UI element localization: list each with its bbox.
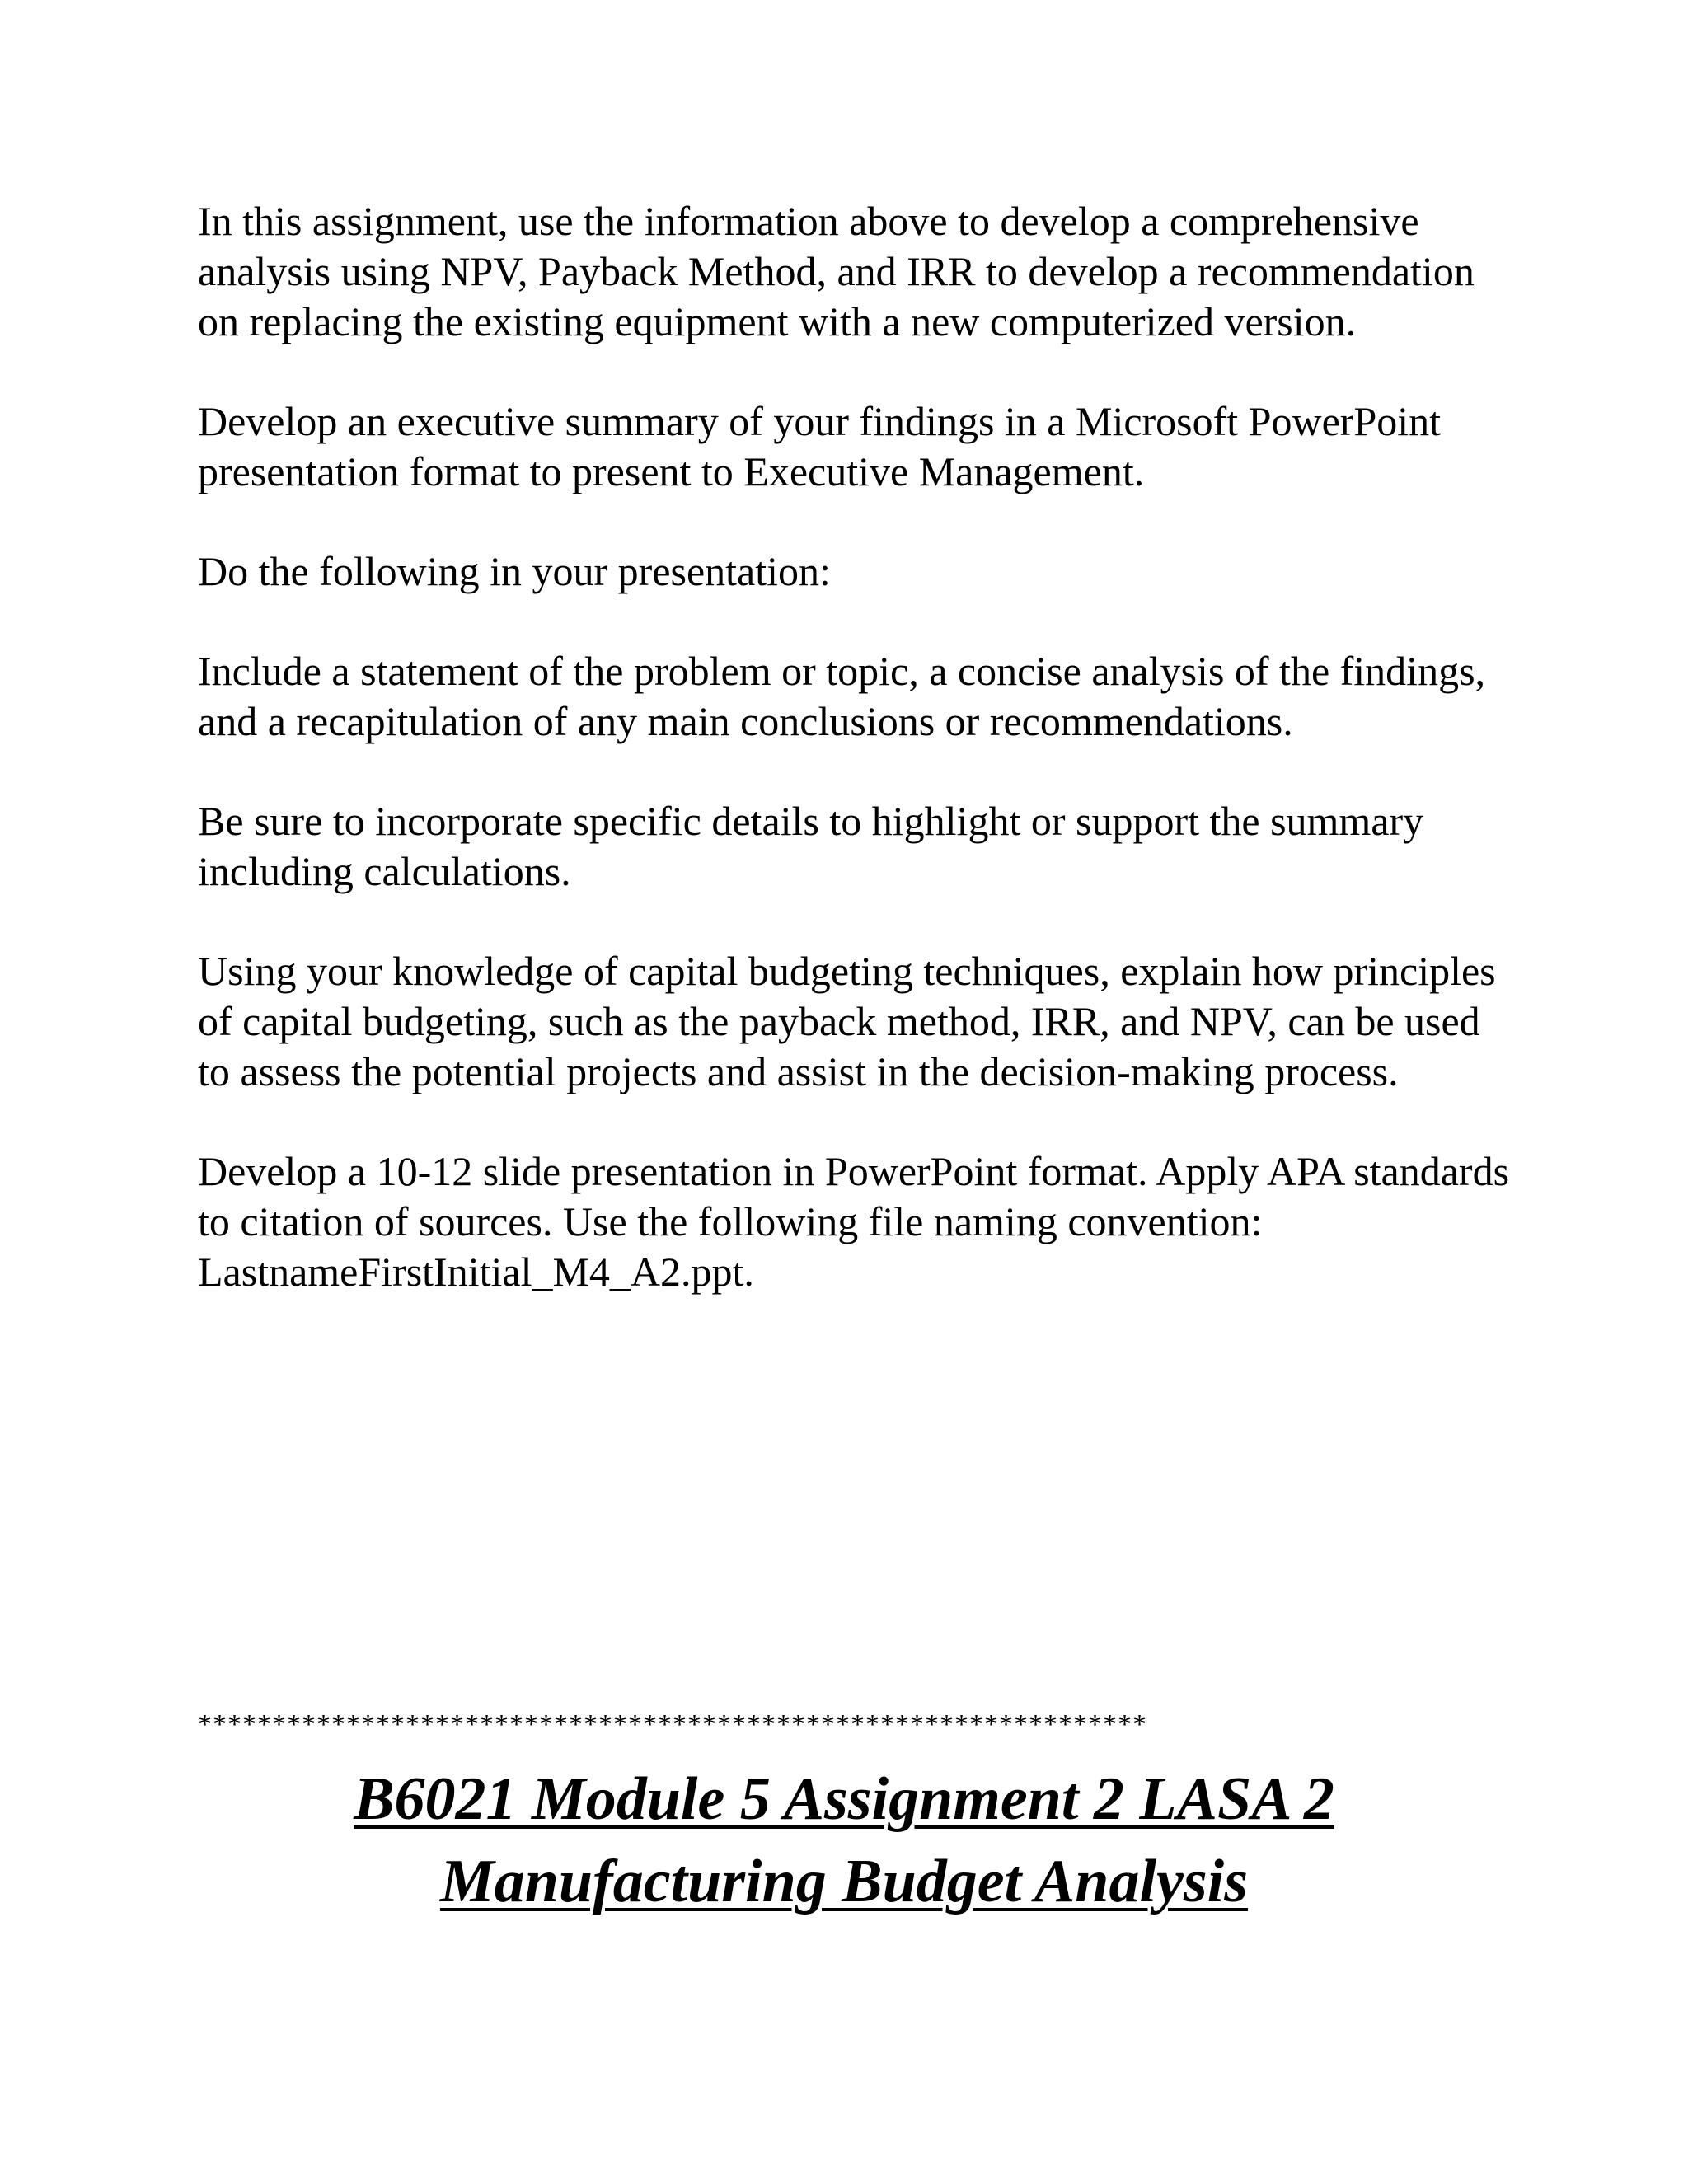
assignment-instructions (198, 196, 1517, 1297)
paragraph-do-following: Do the following in your presentation: (198, 548, 831, 594)
paragraph-slide-presentation: Develop a 10-12 slide presentation in PowerPoint format. Apply APA standards to citation of sources. Use the following file naming convention: LastnameFirstInitial_M4_A2.ppt. (198, 1148, 1510, 1295)
title-line-1: B6021 Module 5 Assignment 2 LASA 2 (354, 1765, 1334, 1833)
paragraph-specific-details: Be sure to incorporate specific details to highlight or support the summary including calculations. (198, 798, 1424, 894)
paragraph-include-statement: Include a statement of the problem or topic, a concise analysis of the findings, and a recapitulation of any main conclusions or recommendations. (198, 648, 1486, 744)
title-line-2: Manufacturing Budget Analysis (439, 1848, 1249, 1915)
paragraph-intro: In this assignment, use the information above to develop a comprehensive analysis using NPV, Payback Method, and IRR to develop a recommendation on replacing the existing equipment with a new computerized version. (198, 198, 1475, 344)
paragraph-executive-summary: Develop an executive summary of your findings in a Microsoft PowerPoint presentation format to present to Executive Management. (198, 398, 1442, 494)
asterisk-divider: **************************************************************** (198, 1709, 1147, 1740)
paragraph-capital-budgeting: Using your knowledge of capital budgeting techniques, explain how principles of capital budgeting, such as the payback method, IRR, and NPV, can be used to assess the potential projects and assist in the decision-making process. (198, 948, 1496, 1094)
assignment-title (0, 1758, 1688, 1923)
